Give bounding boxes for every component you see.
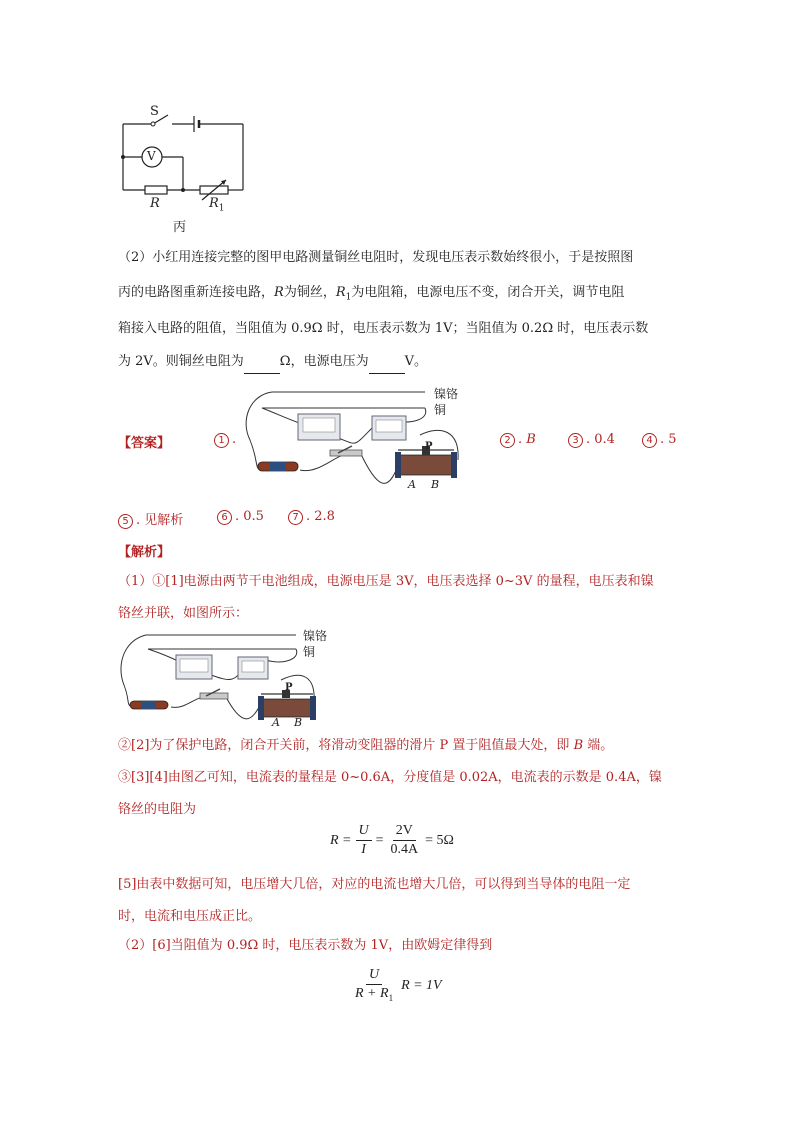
formula-resistance: R = $\frac{U}{I}$ = $\frac{2V}{0.4A}$ = 5Ω — [330, 823, 454, 857]
answer-item-6: 6 . 0.5 — [217, 509, 264, 525]
analysis-label: 【解析】 — [118, 545, 171, 560]
analysis-p3-line2: 铬丝的电阻为 — [118, 802, 197, 817]
analysis-p5: （2）[6]当阻值为 0.9Ω 时，电压表示数为 1V，由欧姆定律得到 — [118, 938, 493, 953]
analysis-p2: ②[2]为了保护电路，闭合开关前，将滑动变阻器的滑片 P 置于阻值最大处，即 B 端。 — [118, 738, 614, 753]
answer-circuit-copper-label: 铜 — [434, 403, 447, 417]
answer-circuit-b-label: B — [431, 478, 440, 491]
analysis-p4-line2: 时，电流和电压成正比。 — [118, 909, 262, 924]
answer-item-3: 3 . 0.4 — [568, 432, 615, 448]
question2-line4: 为 2V。则铜丝电阻为 Ω，电源电压为 V。 — [118, 351, 678, 374]
analysis-p4-line1: [5]由表中数据可知，电压增大几倍，对应的电流也增大几倍，可以得到当导体的电阻一定 — [118, 877, 631, 892]
analysis-circuit-a-label: A — [272, 716, 280, 729]
resistor-r-label: R — [150, 196, 160, 211]
voltmeter-label: V — [147, 149, 156, 163]
question2-line2: 丙的电路图重新连接电路，R为铜丝，$R_1$为电阻箱，电源电压不变，闭合开关，调节电阻 — [118, 285, 625, 303]
analysis-p1-line1: （1）①[1]电源由两节干电池组成，电源电压是 3V，电压表选择 0~3V 的量程，电压表和镍 — [118, 574, 654, 589]
answer-item-5: 5 . 见解析 — [118, 509, 183, 529]
analysis-p3-line1: ③[3][4]由图乙可知，电流表的量程是 0~0.6A，分度值是 0.02A，电流表的示数是 0.4A，镍 — [118, 770, 662, 785]
analysis-p1-line2: 铬丝并联，如图所示： — [118, 606, 249, 621]
answer-circuit-p-label: P — [425, 441, 433, 452]
resistor-r1-label: $R_1$ — [209, 196, 225, 214]
answer-label: 【答案】 — [118, 436, 171, 451]
answer-item-7: 7 . 2.8 — [288, 509, 335, 525]
formula-ohms-law: $\frac{U}{R + R_1}$ R = 1V — [355, 967, 442, 1003]
answer-item-2: 2 . B — [500, 432, 536, 448]
switch-label: S — [150, 104, 159, 119]
answer-item-4: 4 . 5 — [642, 432, 677, 448]
figure-label-bing: 丙 — [173, 220, 187, 235]
question2-line1: （2）小红用连接完整的图甲电路测量铜丝电阻时，发现电压表示数始终很小，于是按照图 — [118, 250, 634, 265]
answer-circuit-a-label: A — [408, 478, 416, 491]
analysis-circuit-p-label: P — [285, 682, 293, 693]
analysis-circuit-copper-label: 铜 — [303, 645, 316, 659]
analysis-circuit-b-label: B — [294, 716, 303, 729]
answer-blank-voltage[interactable] — [369, 351, 405, 374]
analysis-circuit-nichrome-label: 镍铬 — [303, 629, 328, 643]
question2-line3: 箱接入电路的阻值，当阻值为 0.9Ω 时，电压表示数为 1V；当阻值为 0.2Ω 时，电压表示数 — [118, 321, 649, 336]
answer-item-1: 1 . — [214, 432, 236, 448]
answer-circuit-nichrome-label: 镍铬 — [434, 387, 459, 401]
answer-blank-resistance[interactable] — [244, 351, 280, 374]
circuit-diagram-bing — [110, 100, 260, 235]
